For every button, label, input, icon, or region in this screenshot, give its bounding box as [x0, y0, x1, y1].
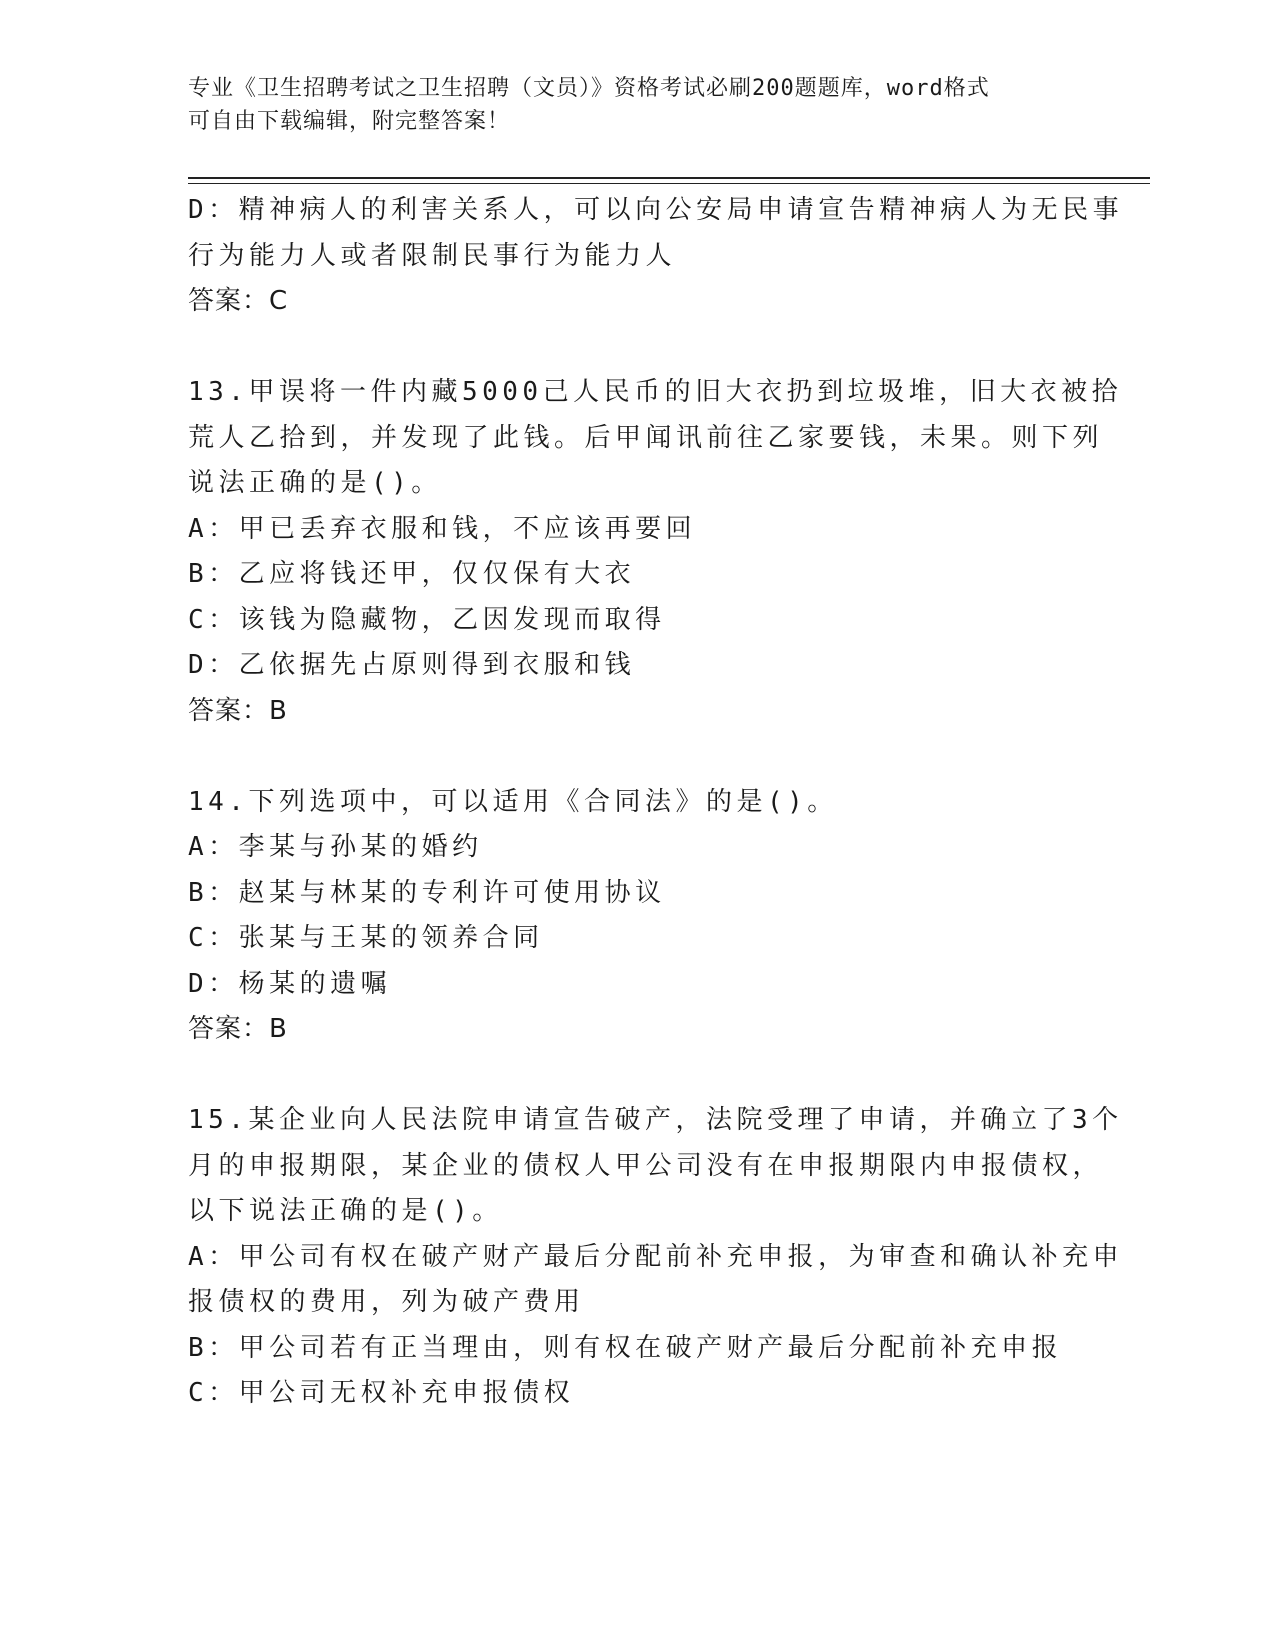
- option-d-line: D：精神病人的利害关系人，可以向公安局申请宣告精神病人为无民事: [188, 195, 1124, 225]
- option-b: B：乙应将钱还甲，仅仅保有大衣: [188, 559, 636, 589]
- spacer: [188, 325, 1088, 371]
- answer-label: 答案：B: [188, 1014, 288, 1044]
- option-a: A：甲公司有权在破产财产最后分配前补充申报，为审查和确认补充申: [188, 1241, 1124, 1272]
- question-stem: 说法正确的是()。: [188, 468, 442, 498]
- question-stem: 14.下列选项中，可以适用《合同法》的是()。: [188, 786, 838, 817]
- question-prev: [188, 188, 1124, 325]
- question-13: [188, 370, 1123, 734]
- option-a: A：李某与孙某的婚约: [188, 832, 483, 862]
- question-stem: 以下说法正确的是()。: [188, 1196, 503, 1226]
- answer-label: 答案：C: [188, 286, 289, 316]
- spacer: [188, 1053, 1088, 1099]
- option-c: C：张某与王某的领养合同: [188, 923, 544, 953]
- answer-label: 答案：B: [188, 695, 288, 726]
- header-divider: [188, 177, 1150, 184]
- question-stem: 15.某企业向人民法院申请宣告破产，法院受理了申请，并确立了3个: [188, 1105, 1123, 1135]
- option-d: D：杨某的遗嘱: [188, 968, 392, 999]
- question-14: [188, 780, 1088, 1053]
- question-stem: 荒人乙拾到，并发现了此钱。后甲闻讯前往乙家要钱，未果。则下列: [188, 422, 1104, 453]
- question-stem: 月的申报期限，某企业的债权人甲公司没有在申报期限内申报债权，: [188, 1150, 1104, 1181]
- header-line-2: 可自由下载编辑，附完整答案！: [188, 109, 511, 134]
- option-b: B：甲公司若有正当理由，则有权在破产财产最后分配前补充申报: [188, 1332, 1063, 1363]
- header-line-1: 专业《卫生招聘考试之卫生招聘（文员）》资格考试必刷200题题库，word格式: [188, 76, 990, 101]
- question-list: [188, 188, 1124, 1417]
- option-d: D：乙依据先占原则得到衣服和钱: [188, 650, 636, 680]
- option-c: C：该钱为隐藏物，乙因发现而取得: [188, 604, 666, 635]
- spacer: [188, 734, 1088, 780]
- option-c: C：甲公司无权补充申报债权: [188, 1378, 575, 1408]
- question-15: [188, 1098, 1124, 1417]
- document-header: [188, 72, 1088, 138]
- option-d-line: 行为能力人或者限制民事行为能力人: [188, 240, 677, 271]
- option-b: B：赵某与林某的专利许可使用协议: [188, 877, 666, 908]
- option-a: A：甲已丢弃衣服和钱，不应该再要回: [188, 513, 697, 544]
- question-stem: 13.甲误将一件内藏5000己人民币的旧大衣扔到垃圾堆，旧大衣被拾: [188, 377, 1123, 407]
- option-a: 报债权的费用，列为破产费用: [188, 1287, 585, 1317]
